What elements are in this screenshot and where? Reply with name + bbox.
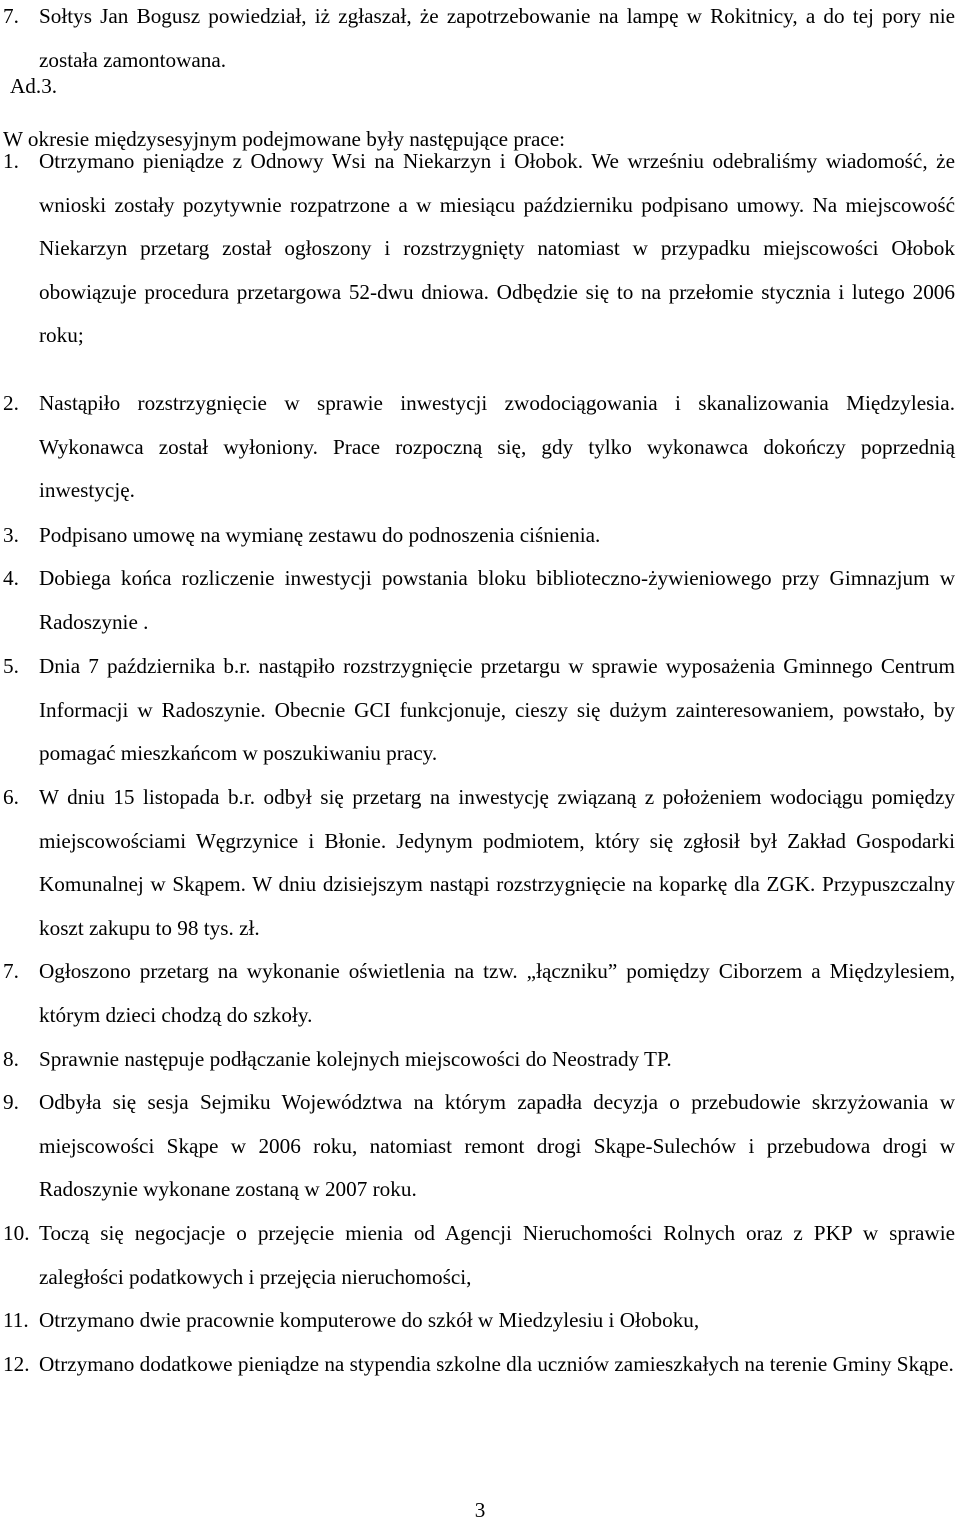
list-item — [3, 140, 955, 358]
list-item — [3, 1343, 955, 1387]
list-item-number: 11. — [3, 1308, 29, 1332]
list-item-text: Sprawnie następuje podłączanie kolejnych miejscowości do Neostrady TP. — [39, 1047, 672, 1071]
list-item-number: 10. — [3, 1221, 30, 1245]
list-item-number: 9. — [3, 1090, 19, 1114]
list-item-number: 6. — [3, 785, 19, 809]
list-item — [3, 776, 955, 950]
list-item — [3, 950, 955, 1037]
list-item-number: 3. — [3, 523, 19, 547]
list-item-number: 8. — [3, 1047, 19, 1071]
list-item-text: Otrzymano pieniądze z Odnowy Wsi na Niekarzyn i Ołobok. We wrześniu odebraliśmy wiadomość, że wnioski zostały pozytywnie rozpatrzone a w miesiącu październiku podpisano umowy. Na miejscowość Niekarzyn przetarg został ogłoszony i rozstrzygnięty natomiast w przypadku miejscowości Ołobok obowiązuje procedura przetargowa 52-dwu dniowa. Odbędzie się to na przełomie stycznia i lutego 2006 roku; — [39, 149, 955, 348]
list-item-text: Otrzymano dodatkowe pieniądze na stypendia szkolne dla uczniów zamieszkałych na terenie Gminy Skąpe. — [39, 1352, 954, 1376]
list-item-number: 4. — [3, 566, 19, 590]
list-item-text: Otrzymano dwie pracownie komputerowe do szkół w Miedzylesiu i Ołoboku, — [39, 1308, 700, 1332]
list-item-text: Nastąpiło rozstrzygnięcie w sprawie inwestycji zwodociągowania i skanalizowania Międzylesia. Wykonawca został wyłoniony. Prace rozpoczną się, gdy tylko wykonawca dokończy poprzednią inwestycję. — [39, 391, 955, 503]
page-number: 3 — [474, 1498, 486, 1522]
list-item — [3, 645, 955, 776]
list-item-number: 7. — [3, 4, 19, 28]
intro-text: W okresie międzysesyjnym podejmowane były następujące prace: — [3, 127, 566, 151]
list-item-number: 5. — [3, 654, 19, 678]
list-item — [3, 1081, 955, 1212]
list-item-text: Toczą się negocjacje o przejęcie mienia od Agencji Nieruchomości Rolnych oraz z PKP w sprawie zaległości podatkowych i przejęcia nieruchomości, — [39, 1221, 955, 1289]
list-item — [3, 1212, 955, 1299]
list-item — [3, 1299, 955, 1343]
list-item — [3, 1038, 955, 1082]
list-item-text: W dniu 15 listopada b.r. odbył się przetarg na inwestycję związaną z położeniem wodociągu pomiędzy miejscowościami Węgrzynice i Błonie. Jedynym podmiotem, który się zgłosił był Zakład Gospodarki Komunalnej w Skąpem. W dniu dzisiejszym nastąpi rozstrzygnięcie na koparkę dla ZGK. Przypuszczalny koszt zakupu to 98 tys. zł. — [39, 785, 955, 940]
list-item — [3, 557, 955, 644]
list-item-number: 12. — [3, 1352, 30, 1376]
list-item — [3, 382, 955, 513]
list-item-text: Podpisano umowę na wymianę zestawu do podnoszenia ciśnienia. — [39, 523, 601, 547]
list-item — [3, 0, 955, 82]
list-item-text: Dnia 7 października b.r. nastąpiło rozstrzygnięcie przetargu w sprawie wyposażenia Gminnego Centrum Informacji w Radoszynie. Obecnie GCI funkcjonuje, cieszy się dużym zainteresowaniem, powstało, by pomagać mieszkańcom w poszukiwaniu pracy. — [39, 654, 955, 766]
list-item-text: Ogłoszono przetarg na wykonanie oświetlenia na tzw. „łączniku” pomiędzy Ciborzem a Międzylesiem, którym dzieci chodzą do szkoły. — [39, 959, 955, 1027]
list-item-text: Sołtys Jan Bogusz powiedział, iż zgłaszał, że zapotrzebowanie na lampę w Rokitnicy, a do tej pory nie została zamontowana. — [39, 4, 955, 72]
list-item — [3, 514, 955, 558]
list-item-number: 1. — [3, 149, 19, 173]
list-item-text: Odbyła się sesja Sejmiku Województwa na którym zapadła decyzja o przebudowie skrzyżowania w miejscowości Skąpe w 2006 roku, natomiast remont drogi Skąpe-Sulechów i przebudowa drogi w Radoszynie wykonane zostaną w 2007 roku. — [39, 1090, 955, 1202]
agenda-reference: Ad.3. — [10, 74, 58, 98]
list-item-number: 2. — [3, 391, 19, 415]
list-item-text: Dobiega końca rozliczenie inwestycji powstania bloku biblioteczno-żywieniowego przy Gimnazjum w Radoszynie . — [39, 566, 955, 634]
list-item-number: 7. — [3, 959, 19, 983]
